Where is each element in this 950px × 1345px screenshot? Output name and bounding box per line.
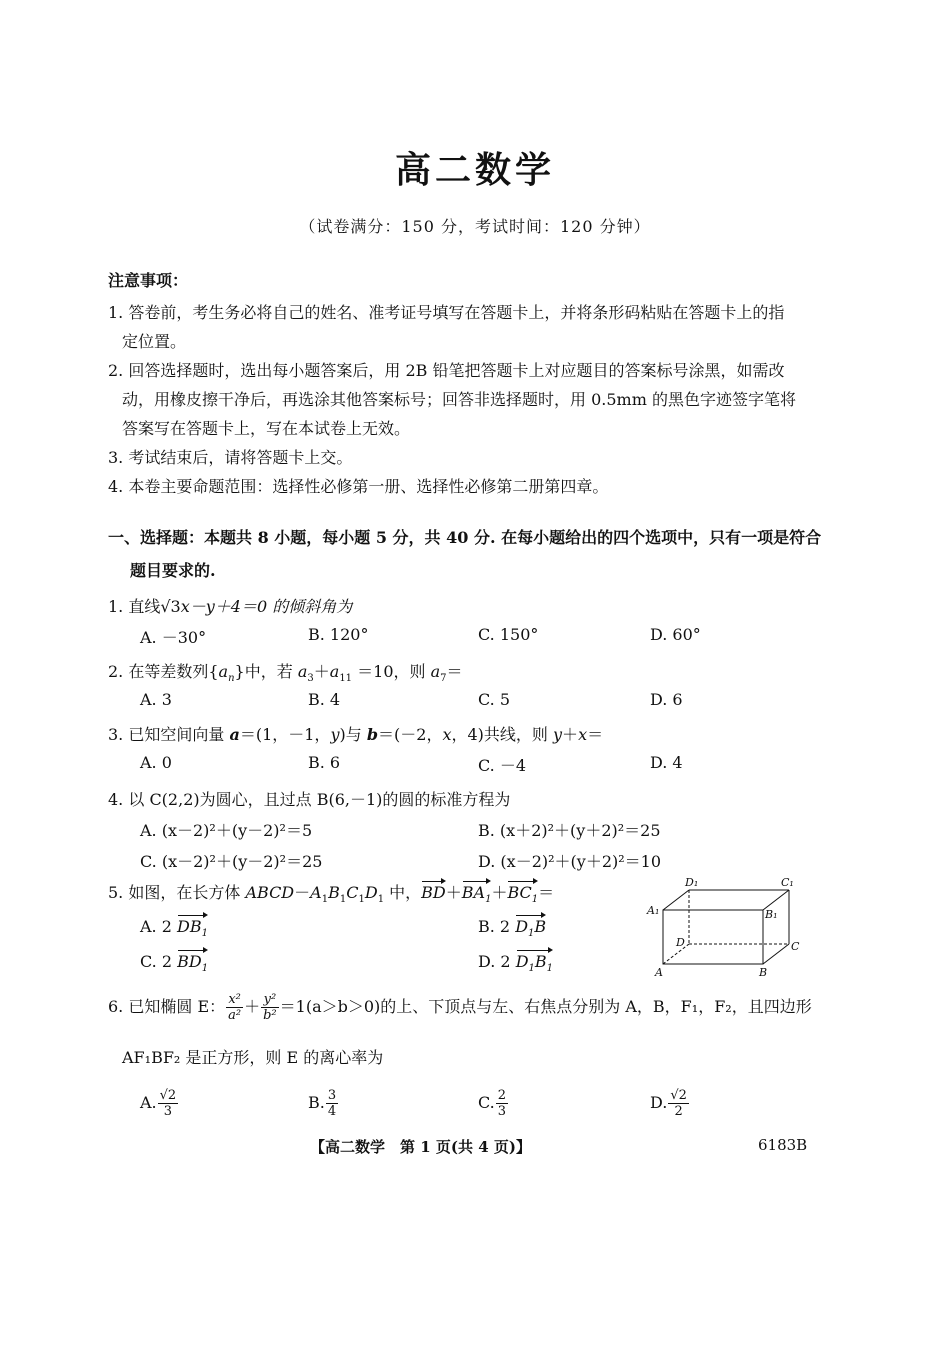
page-title: 高二数学 — [394, 149, 555, 191]
exam-info: （试卷满分：150 分，考试时间：120 分钟） — [299, 217, 651, 236]
q6-option-c: C. $\frac{2}{3}$ — [478, 1088, 507, 1119]
label-a: A — [655, 966, 663, 979]
question-5: 5. 如图，在长方体 $ABCD-A_1B_1C_1D_1$ 中，$BD+BA_1+BC_1=$ — [108, 883, 555, 906]
paper-code: 6183B — [758, 1136, 808, 1154]
question-4: 4. 以 C(2,2)为圆心，且过点 B(6,－1)的圆的标准方程为 — [108, 790, 511, 809]
label-b: B — [759, 966, 768, 979]
q5-option-a: A. 2 $DB_1$ — [140, 917, 208, 940]
q2-option-a: A. 3 — [140, 690, 172, 709]
question-6: 6. 已知椭圆 E： $\frac{\text{x²}}{\text{a²}}$ ＋ $\frac{\text{y²}}{\text{b²}}$ ＝1(a＞b＞0)的上、下顶点与左、右焦点分别为 A，B，F₁，F₂，且四边形 — [108, 992, 812, 1023]
note-1-line-2: 定位置。 — [122, 332, 187, 351]
label-a1: A₁ — [647, 904, 660, 917]
note-4: 4. 本卷主要命题范围：选择性必修第一册、选择性必修第二册第四章。 — [108, 477, 609, 496]
section-1-heading-cont: 题目要求的. — [130, 561, 216, 580]
note-2-line-2: 动，用橡皮擦干净后，再选涂其他答案标号；回答非选择题时，用 0.5mm 的黑色字迹签字笔将 — [122, 390, 796, 409]
q3-option-b: B. 6 — [308, 753, 341, 772]
q1-option-b: B. 120° — [308, 625, 369, 644]
page-footer: 【高二数学 第 1 页(共 4 页)】 — [310, 1138, 531, 1156]
question-2: 2. 在等差数列$\{a_n\}$中，若 $a_3+a_{11} =10$，则 $a_7=$ — [108, 662, 463, 685]
q1-option-a: A. －30° — [140, 628, 207, 647]
q4-option-a: A. (x－2)²＋(y－2)²＝5 — [140, 821, 313, 840]
note-2-line-3: 答案写在答题卡上，写在本试卷上无效。 — [122, 419, 411, 438]
q4-option-d: D. (x－2)²＋(y＋2)²＝10 — [478, 852, 662, 871]
label-d1: D₁ — [685, 876, 699, 889]
q1-option-c: C. 150° — [478, 625, 539, 644]
question-6-cont: AF₁BF₂ 是正方形，则 E 的离心率为 — [122, 1048, 384, 1067]
q2-option-b: B. 4 — [308, 690, 341, 709]
q4-option-c: C. (x－2)²＋(y－2)²＝25 — [140, 852, 323, 871]
note-2-line-1: 2. 回答选择题时，选出每小题答案后，用 2B 铅笔把答题卡上对应题目的答案标号涂黑，如需改 — [108, 361, 785, 380]
q5-option-b: B. 2 $D_1B$ — [478, 917, 547, 940]
q3-option-c: C. －4 — [478, 756, 527, 775]
q3-option-d: D. 4 — [650, 753, 683, 772]
q3-option-a: A. 0 — [140, 753, 172, 772]
section-1-heading: 一、选择题：本题共 8 小题，每小题 5 分，共 40 分. 在每小题给出的四个选项中，只有一项是符合 — [108, 528, 822, 547]
q2-option-c: C. 5 — [478, 690, 511, 709]
q6-option-b: B. $\frac{3}{4}$ — [308, 1088, 337, 1119]
q5-option-d: D. 2 $D_1B_1$ — [478, 952, 554, 975]
notes-heading: 注意事项： — [108, 271, 189, 290]
label-d: D — [676, 936, 685, 949]
q4-option-b: B. (x＋2)²＋(y＋2)²＝25 — [478, 821, 661, 840]
q6-option-a: A. $\frac{√2}{3}$ — [140, 1088, 177, 1119]
note-1-line-1: 1. 答卷前，考生务必将自己的姓名、准考证号填写在答题卡上，并将条形码粘贴在答题卡上的指 — [108, 303, 785, 322]
cuboid-figure — [645, 874, 805, 982]
q2-option-d: D. 6 — [650, 690, 683, 709]
question-1: 1. 直线√3x－y＋4＝0 的倾斜角为 — [108, 597, 353, 616]
question-3: 3. 已知空间向量 a＝(1，－1，y)与 b＝(－2，x，4)共线，则 y＋x＝ — [108, 725, 604, 744]
q6-option-d: D. $\frac{√2}{2}$ — [650, 1088, 687, 1119]
q1-option-d: D. 60° — [650, 625, 701, 644]
note-3: 3. 考试结束后，请将答题卡上交。 — [108, 448, 353, 467]
label-c: C — [791, 940, 800, 953]
label-c1: C₁ — [781, 876, 794, 889]
q5-option-c: C. 2 $BD_1$ — [140, 952, 209, 975]
label-b1: B₁ — [765, 908, 778, 921]
